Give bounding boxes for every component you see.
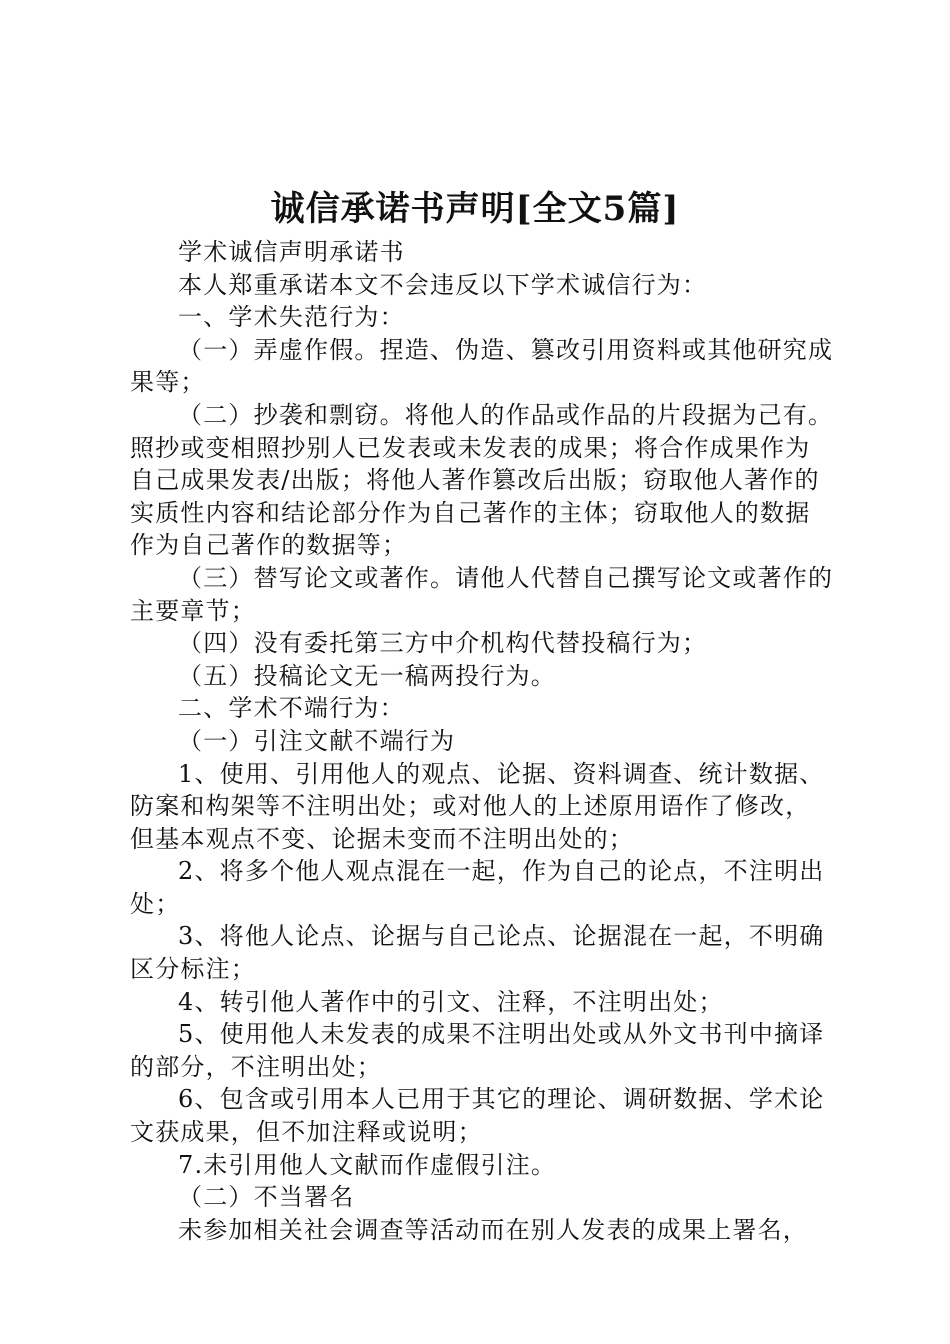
paragraph-rule-7: 7.未引用他人文献而作虚假引注。 — [178, 1150, 557, 1179]
document-title: 诚信承诺书声明[全文5篇] — [270, 189, 680, 229]
paragraph-item-2: （二）抄袭和剽窃。将他人的作品或作品的片段据为己有。照抄或变相照抄别人已发表或未发表的成果；将合作成果作为自己成果发表/出版；将他人著作篡改后出版；窃取他人著作的实质性内容和结论部分作为自己著作的主体；窃取他人的数据作为自己著作的数据等； — [130, 400, 834, 560]
paragraph-item-5: （五）投稿论文无一稿两投行为。 — [178, 661, 556, 690]
paragraph-intro: 本人郑重承诺本文不会违反以下学术诚信行为： — [178, 270, 708, 299]
paragraph-rule-2: 2、将多个他人观点混在一起，作为自己的论点，不注明出处； — [130, 857, 825, 918]
paragraph-item-4: （四）没有委托第三方中介机构代替投稿行为； — [178, 629, 708, 658]
paragraph-rule-4: 4、转引他人著作中的引文、注释，不注明出处； — [178, 987, 724, 1016]
paragraph-rule-1: 1、使用、引用他人的观点、论据、资料调查、统计数据、防案和构架等不注明出处；或对他人的上述原用语作了修改，但基本观点不变、论据未变而不注明出处的； — [130, 759, 825, 853]
subsection-heading-citation: （一）引注文献不端行为 — [178, 726, 456, 755]
paragraph-item-3: （三）替写论文或著作。请他人代替自己撰写论文或著作的主要章节； — [130, 563, 834, 625]
paragraph-rule-5: 5、使用他人未发表的成果不注明出处或从外文书刊中摘译的部分，不注明出处； — [130, 1020, 825, 1081]
section-heading-improper: 二、学术不端行为： — [178, 694, 405, 723]
document-body — [130, 236, 835, 1246]
paragraph-rule-6: 6、包含或引用本人已用于其它的理论、调研数据、学术论文获成果，但不加注释或说明； — [130, 1085, 825, 1147]
section-heading-misconduct: 一、学术失范行为： — [178, 303, 405, 332]
subsection-heading-signature: （二）不当署名 — [178, 1183, 355, 1212]
paragraph-item-1: （一）弄虚作假。捏造、伪造、篡改引用资料或其他研究成果等； — [130, 335, 834, 397]
paragraph-heading: 学术诚信声明承诺书 — [178, 238, 405, 266]
paragraph-signature: 未参加相关社会调查等活动而在别人发表的成果上署名， — [178, 1215, 808, 1244]
paragraph-rule-3: 3、将他人论点、论据与自己论点、论据混在一起，不明确区分标注； — [130, 922, 825, 984]
